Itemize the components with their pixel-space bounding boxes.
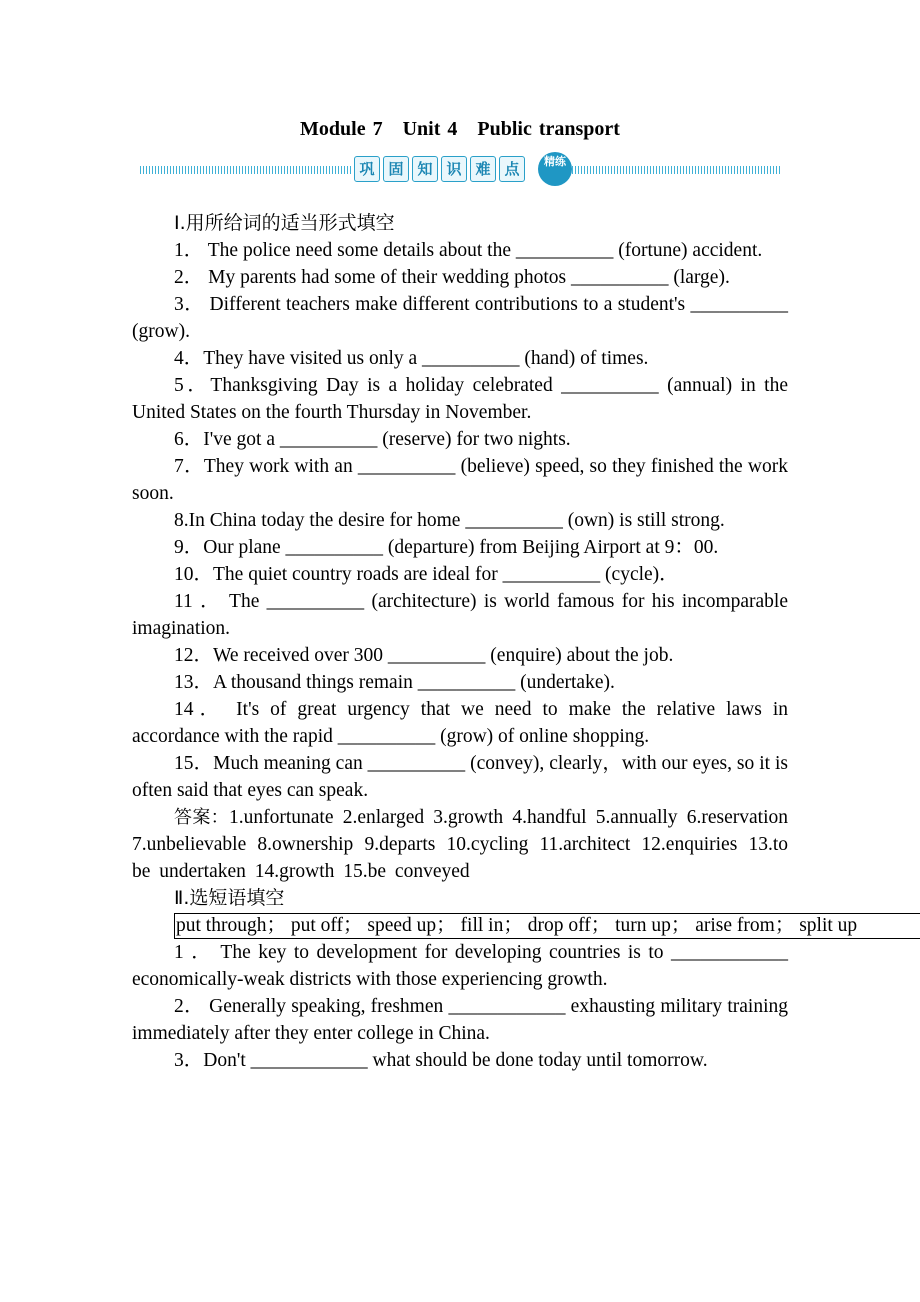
banner-rule-left <box>140 166 352 174</box>
question-item: 3． Different teachers make different contributions to a student's __________ (grow). <box>132 294 789 342</box>
question-item: 6．I've got a __________ (reserve) for two nights. <box>174 429 571 450</box>
banner-char: 识 <box>441 156 467 182</box>
banner-rule-right <box>572 166 780 174</box>
question-item: 12．We received over 300 __________ (enquire) about the job. <box>174 645 674 666</box>
answer-key <box>132 804 788 885</box>
question-item: 8.In China today the desire for home __________ (own) is still strong. <box>174 510 725 531</box>
question-item: 4．They have visited us only a __________ (hand) of times. <box>174 348 649 369</box>
question-item: 7．They work with an __________ (believe) speed, so they finished the work soon. <box>132 456 788 504</box>
question-item: 2． My parents had some of their wedding photos __________ (large). <box>174 267 730 288</box>
question-item: 3．Don't ____________ what should be done today until tomorrow. <box>174 1050 708 1071</box>
section-banner <box>140 152 780 188</box>
banner-chars <box>354 156 525 182</box>
answer-text: 1.unfortunate 2.enlarged 3.growth 4.handful 5.annually 6.reservation 7.unbelievable 8.ownership 9.departs 10.cycling 11.architect 12.enquiries 13.to be undertaken 14.growth 15.be conveyed <box>132 807 788 882</box>
question-item: 13．A thousand things remain __________ (undertake). <box>174 672 615 693</box>
answer-label: 答案： <box>174 807 229 828</box>
phrase-box: put through； put off； speed up； fill in； drop off； turn up； arise from； split up <box>174 913 920 939</box>
question-item: 11 ． The __________ (architecture) is world famous for his incomparable imagination. <box>132 591 788 639</box>
question-item: 15．Much meaning can __________ (convey), clearly，with our eyes, so it is often said that eyes can speak. <box>132 753 788 801</box>
page-title: Module 7 Unit 4 Public transport <box>300 118 620 140</box>
banner-badge: 精练 <box>538 152 572 186</box>
banner-char: 知 <box>412 156 438 182</box>
question-item: 14． It's of great urgency that we need to make the relative laws in accordance with the rapid __________ (grow) of online shopping. <box>132 699 788 747</box>
banner-char: 巩 <box>354 156 380 182</box>
question-item: 10．The quiet country roads are ideal for __________ (cycle)． <box>174 564 679 585</box>
question-item: 9．Our plane __________ (departure) from Beijing Airport at 9：00. <box>174 537 719 558</box>
exercise-content <box>132 210 858 1074</box>
question-item: 1． The police need some details about the __________ (fortune) accident. <box>174 240 763 261</box>
question-item: 2． Generally speaking, freshmen ____________ exhausting military training immediately after they enter college in China. <box>132 996 788 1044</box>
question-item: 1 ． The key to development for developing countries is to ____________ economically-weak districts with those experiencing growth. <box>132 942 788 990</box>
banner-char: 固 <box>383 156 409 182</box>
question-item: 5．Thanksgiving Day is a holiday celebrated __________ (annual) in the United States on the fourth Thursday in November. <box>132 375 788 423</box>
banner-char: 点 <box>499 156 525 182</box>
section2-heading: Ⅱ.选短语填空 <box>174 887 285 909</box>
section1-heading: Ⅰ.用所给词的适当形式填空 <box>174 212 395 234</box>
banner-char: 难 <box>470 156 496 182</box>
phrase-box-wrap <box>174 912 858 939</box>
